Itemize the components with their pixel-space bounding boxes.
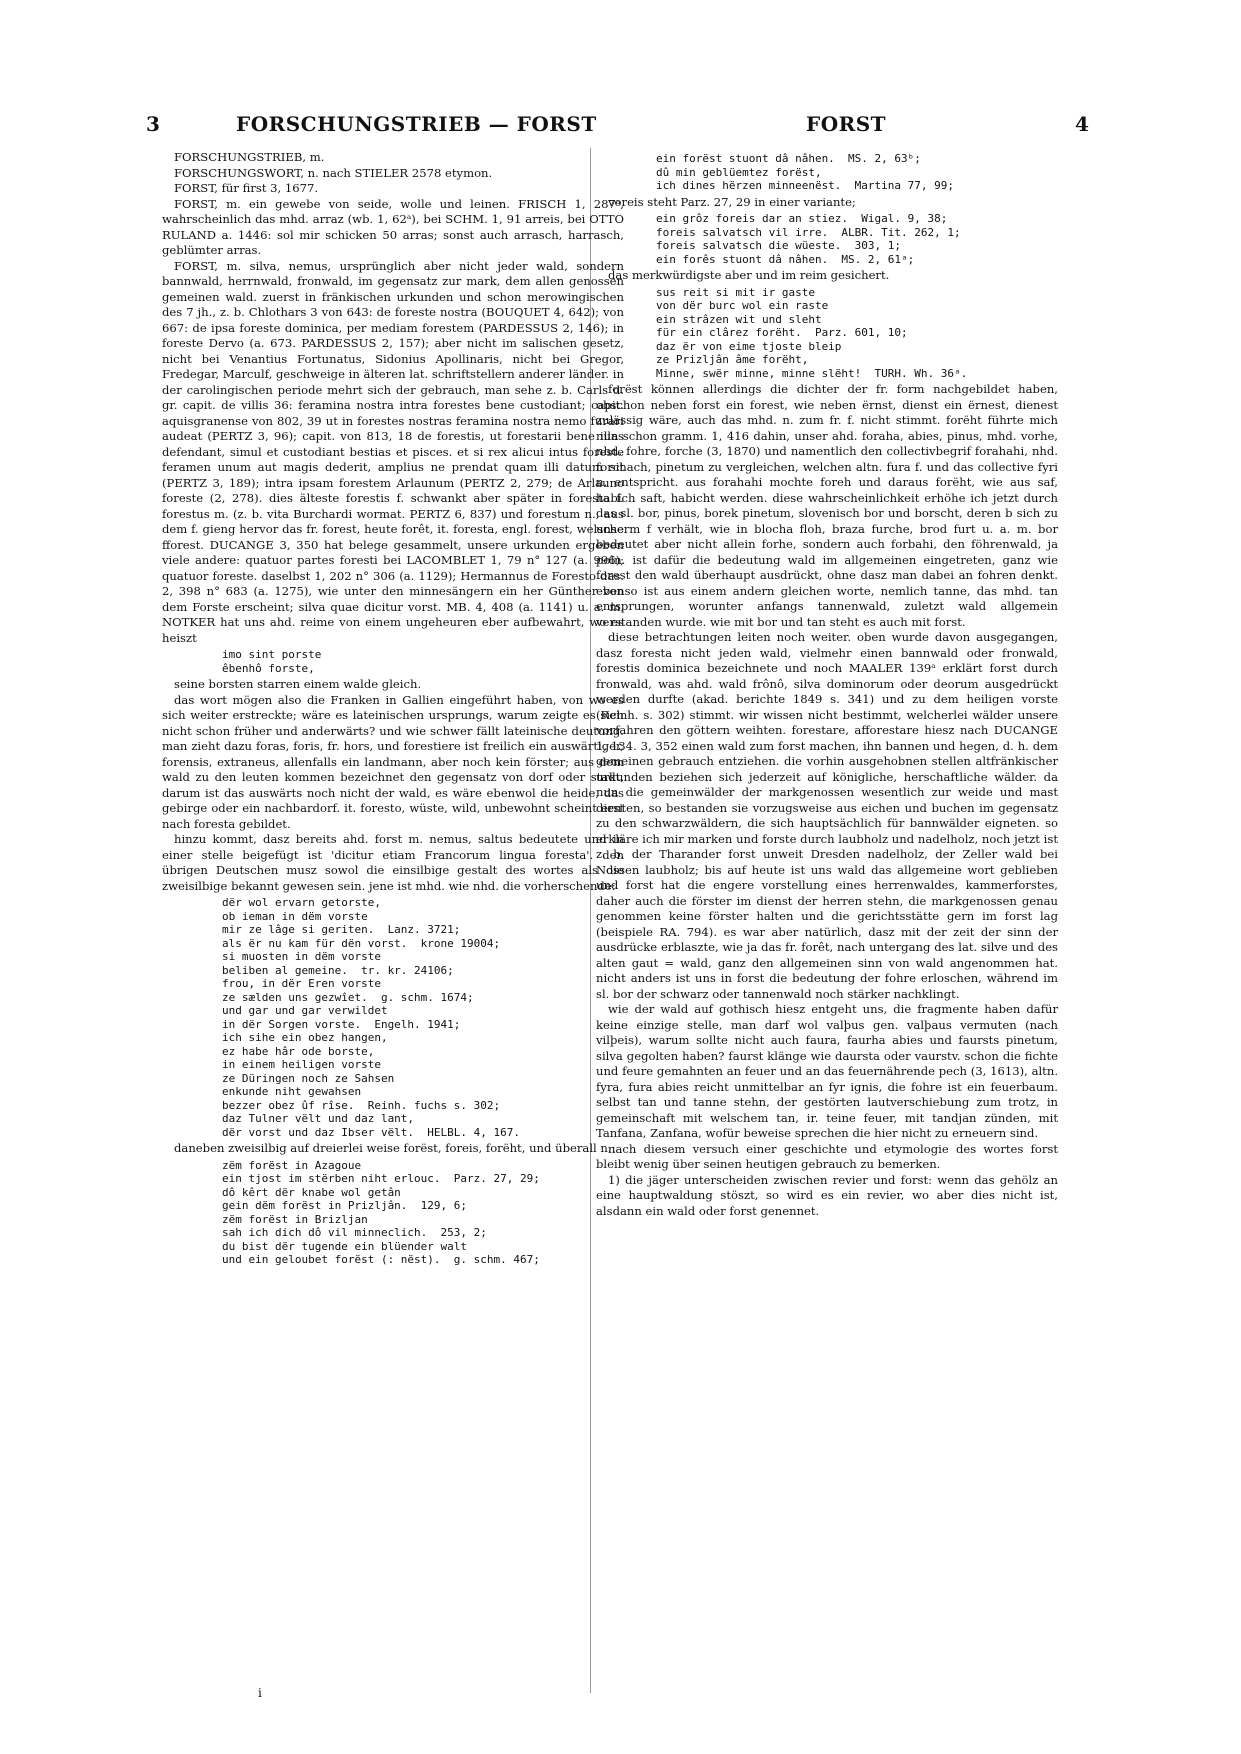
quotation-block: imo sint porste êbenhô forste, xyxy=(222,648,322,675)
quotation-block: zëm forëst in Azagoue ein tjost im stërben niht erlouc. Parz. 27, 29; dô kêrt dër knabe wol getân gein dëm forëst in Prizljân. 129, 6; zëm forëst in Brizljan sah ich dich dô vil minneclich. 253, 2; du bist dër tugende ein blüender walt und ein geloubet forëst (: nëst). g. schm. 467; xyxy=(222,1158,540,1266)
text-paragraph: FORST, für first 3, 1677. xyxy=(174,181,319,195)
text-paragraph: FORST, m. ein gewebe von seide, wolle und leinen. FRISCH 1, 287ᵃ, wahrscheinlich das mhd. arraz (wb. 1, 62ᵃ), bei SCHM. 1, 91 arreis, bei OTTO RULAND a. 1446: sol mir schicken 50 arras; sonst auch arrasch, harrasch, geblümter arras. xyxy=(162,196,624,257)
text-paragraph: FORST, m. silva, nemus, ursprünglich aber nicht jeder wald, sondern bannwald, herrnwald, fronwald, im gegensatz zur mark, dem allen genossen gemeinen wald. zuerst in fränkischen urkunden und schon merowingischen des 7 jh., z. b. Chlothars 3 von 643: de foreste nostra (BOUQUET 4, 642); von 667: de ipsa foreste dominica, per mediam forestem (PARDESSUS 2, 146); in foreste Dervo (a. 673. PARDESSUS 2, 157); aber nicht im salischen gesetz, nicht bei Venantius Fortunatus, Sidonius Apollinaris, nicht bei Gregor, Fredegar, Marculf, geschweige in älteren lat. schriftstellern anderer länder. in der carolingischen periode mehrt sich der gebrauch, man sehe z. b. Carls d. gr. capit. de villis 36: feramina nostra intra forestes bene custodiant; capit. aquisgranense von 802, 39 ut in forestes nostras feramina nostra nemo furari audeat (PERTZ 3, 96); capit. von 813, 18 de forestis, ut forestarii bene illas defendant, simul et custodiant bestias et pisces. et si rex alicui intus foreste feramen unum aut magis dederit, amplius ne prendat quam illi datum sit (PERTZ 3, 189); intra ipsam forestem Arlaunum (PERTZ 2, 279; de Arlauno foreste (2, 278). dies älteste forestis f. schwankt aber später in foresta f. forestus m. (z. b. vita Burchardi wormat. PERTZ 6, 837) und forestum n., aus dem f. gieng hervor das fr. forest, heute forêt, it. foresta, engl. forest, welsche fforest. DUCANGE 3, 350 hat belege gesammelt, unsere urkunden ergeben viele andere: quatuor partes foresti bei LACOMBLET 1, 79 n° 127 (a. 996); quatuor foreste. daselbst 1, 202 n° 306 (a. 1129); Hermannus de Foresto das. 2, 398 n° 683 (a. 1275), wie unter den minnesängern ein her Günther von dem Forste erscheint; silva quae dicitur vorst. MB. 4, 408 (a. 1141) u. a. m. NOTKER hat uns ahd. reime von einem ungeheuren eber aufbewahrt, wo es heiszt xyxy=(162,258,624,645)
text-paragraph: diese betrachtungen leiten noch weiter. oben wurde davon ausgegangen, dasz foresta nicht jeden wald, vielmehr einen bannwald oder fronwald, forestis dominica bezeichnete und noch MAALER 139ᵃ erklärt forst durch fronwald, was ahd. wald frônô, silva dominorum oder deorum ausgedrückt werden durfte (akad. berichte 1849 s. 341) und zu dem heiligen vorste (Reinh. s. 302) stimmt. wir wissen nicht bestimmt, welcherlei wälder unsere vorfahren den göttern weihten. forestare, afforestare hiesz nach DUCANGE 1, 134. 3, 352 einen wald zum forst machen, ihn bannen und hegen, d. h. dem gemeinen gebrauch entziehen. die vorhin ausgehobnen stellen altfränkischer urkunden beziehen sich jederzeit auf königliche, herschaftliche wälder. da nun die gemeinwälder der markgenossen wesentlich zur weide und mast dienten, so bestanden sie vorzugsweise aus eichen und buchen im gegensatz zu den schwarzwäldern, die sich hauptsächlich für bannwälder eigneten. so erkläre ich mir marken und forste durch laubholz und nadelholz, noch jetzt ist z. b. der Tharander forst unweit Dresden nadelholz, der Zeller wald bei Nossen laubholz; bis auf heute ist uns wald das allgemeine wort geblieben und forst hat die engere vorstellung eines herrenwaldes, kammerforstes, daher auch die förster im dienst der herren stehn, die markgenossen genau genommen keine förster halten und die gerichtsstätte gern im forst lag (beispiele RA. 794). es war aber natürlich, dasz mit der zeit der sinn der ausdrücke erblaszte, wie ja das fr. forêt, nach untergang des lat. silve und des alten gaut = wald, ganz den allgemeinen sinn von wald angenommen hat. nicht anders ist uns in forst die bedeutung der fohre erloschen, während im sl. bor der schwarz oder tannenwald noch stärker nachklingt. xyxy=(596,630,1058,1001)
quotation-block: dër wol ervarn getorste, ob ieman in dëm vorste mir ze lâge si geriten. Lanz. 3721; als ër nu kam für dën vorst. krone 19004; si muosten in dëm vorste beliben al gemeine. tr. kr. 24106; frou, in dër Eren vorste ze sælden uns gezwîet. g. schm. 1674; und gar und gar verwildet in dër Sorgen vorste. Engelh. 1941; ich sihe ein obez hangen, ez habe hâr ode borste, in einem heiligen vorste ze Düringen noch ze Sahsen enkunde niht gewahsen bezzer obez ûf rîse. Reinh. fuchs s. 302; daz Tulner vëlt und daz lant, dër vorst und daz Ibser vëlt. HELBL. 4, 167. xyxy=(222,896,521,1139)
text-paragraph: wie der wald auf gothisch hiesz entgeht uns, die fragmente haben dafür keine einzige stelle, man darf wol valþus gen. valþaus vermuten (nach vilþeis), warum sollte nicht auch faura, faurha abies und faursts pinetum, silva gegolten haben? faurst klänge wie daursta oder vaurstv. schon die fichte und feure gemahnten an feuer und an das feuernährende pech (3, 1613), altn. fyra, fura abies reicht unmittelbar an fyr ignis, die fohre ist ein feuerbaum. selbst tan und tanne stehn, der gestörten lautverschiebung zum trotz, in gemeinschaft mit welschem tan, ir. teine feuer, mit tandjan zünden, mit Tanfana, Zanfana, wofür beweise sprechen die hier nicht zu erneuern sind. xyxy=(596,1002,1058,1140)
left-column xyxy=(162,150,624,1269)
text-paragraph: 1) die jäger unterscheiden zwischen revier und forst: wenn das gehölz an eine hauptwaldung stöszt, so wird es ein revier, wo aber dies nicht ist, alsdann ein wald oder forst genennet. xyxy=(596,1172,1058,1218)
text-paragraph: voreis steht Parz. 27, 29 in einer variante; xyxy=(608,194,856,209)
stray-mark: i xyxy=(258,1686,262,1700)
running-title-right: FORST xyxy=(806,112,887,136)
text-paragraph: das wort mögen also die Franken in Gallien eingeführt haben, von wo es sich weiter erstreckte; wäre es lateinischen ursprungs, warum zeigte es sich nicht schon früher und anderwärts? und wie schwer fällt lateinische deutung. man zieht dazu foras, foris, fr. hors, und forestiere ist freilich ein auswärtiger, forensis, extraneus, allenfalls ein landmann, aber noch kein förster; aus dem wald zu den leuten kommen bezeichnet den gegensatz von dorf oder stadt, darum ist das auswärts noch nicht der wald, es wäre ebenwol die heide, das gebirge oder ein nachbardorf. it. foresto, wüste, wild, unbewohnt scheint erst nach foresta gebildet. xyxy=(162,692,624,831)
text-paragraph: seine borsten starren einem walde gleich. xyxy=(174,677,422,691)
quotation-block: sus reit si mit ir gaste von dër burc wol ein raste ein strâzen wit und sleht für ein clârez forëht. Parz. 601, 10; daz ër von eime tjoste bleip ze Prizljân âme forëht, Minne, swër minne, minne slëht! TURH. Wh. 36ᵃ. xyxy=(656,285,968,380)
text-paragraph: daneben zweisilbig auf dreierlei weise forëst, foreis, forëht, und überall n.: xyxy=(174,1141,616,1155)
right-column xyxy=(596,150,1058,1219)
text-paragraph: das merkwürdigste aber und im reim gesichert. xyxy=(608,268,890,282)
text-paragraph: FORSCHUNGSTRIEB, m. xyxy=(174,150,325,164)
page-number-left: 3 xyxy=(146,112,161,136)
text-paragraph: nach diesem versuch einer geschichte und etymologie des wortes forst bleibt wenig über seinen heutigen gebrauch zu bemerken. xyxy=(596,1141,1058,1171)
quotation-block: ein forëst stuont dâ nâhen. MS. 2, 63ᵇ; dû min geblüemtez forëst, ich dines hërzen minneenëst. Martina 77, 99; xyxy=(656,152,955,192)
quotation-block: ein grôz foreis dar an stiez. Wigal. 9, 38; foreis salvatsch vil irre. ALBR. Tit. 262, 1; foreis salvatsch die wüeste. 303, 1; ein forês stuont dâ nâhen. MS. 2, 61ᵃ; xyxy=(656,212,961,266)
text-paragraph: forëst können allerdings die dichter der fr. form nachgebildet haben, obschon neben forst ein forest, wie neben ërnst, dienst ein ërnest, dienest zulässig wäre, auch das mhd. n. zum fr. f. nicht stimmt. forëht führte mich nun schon gramm. 1, 416 dahin, unser ahd. foraha, abies, pinus, mhd. vorhe, nhd. fohre, forche (3, 1870) und namentlich den collectivbegrif forahahi, nhd. forchach, pinetum zu vergleichen, welchen altn. fura f. und das collective fyri n. entspricht. aus forahahi mochte foreh und daraus forëht, wie aus saf, habich saft, habicht werden. diese wahrscheinlichkeit erhöhe ich jetzt durch das sl. bor, pinus, borek pinetum, slovenisch bor und borscht, deren b sich zu unserm f verhält, wie in blocha floh, braza furche, brod furt u. a. m. bor bedeutet aber nicht allein forhe, sondern auch forbahi, den föhrenwald, ja poln. ist dafür die bedeutung wald im allgemeinen eingetreten, ganz wie forest den wald überhaupt ausdrückt, ohne dasz man dabei an fohren denkt. ebenso ist aus einem andern gleichen worte, nemlich tanne, das mhd. tan entsprungen, worunter anfangs tannenwald, zuletzt wald allgemein verstanden wurde. wie mit bor und tan steht es auch mit forst. xyxy=(596,382,1058,629)
page-number-right: 4 xyxy=(1075,112,1090,136)
text-paragraph: hinzu kommt, dasz bereits ahd. forst m. nemus, saltus bedeutete und in einer stelle beigefügt ist 'dicitur etiam Francorum lingua foresta'. den übrigen Deutschen musz sowol die einsilbige gestalt des wortes als die zweisilbige bekannt gewesen sein. jene ist mhd. wie nhd. die vorherschende: xyxy=(162,832,624,893)
running-title-left: FORSCHUNGSTRIEB — FORST xyxy=(236,112,597,136)
text-paragraph: FORSCHUNGSWORT, n. nach STIELER 2578 etymon. xyxy=(174,165,493,180)
